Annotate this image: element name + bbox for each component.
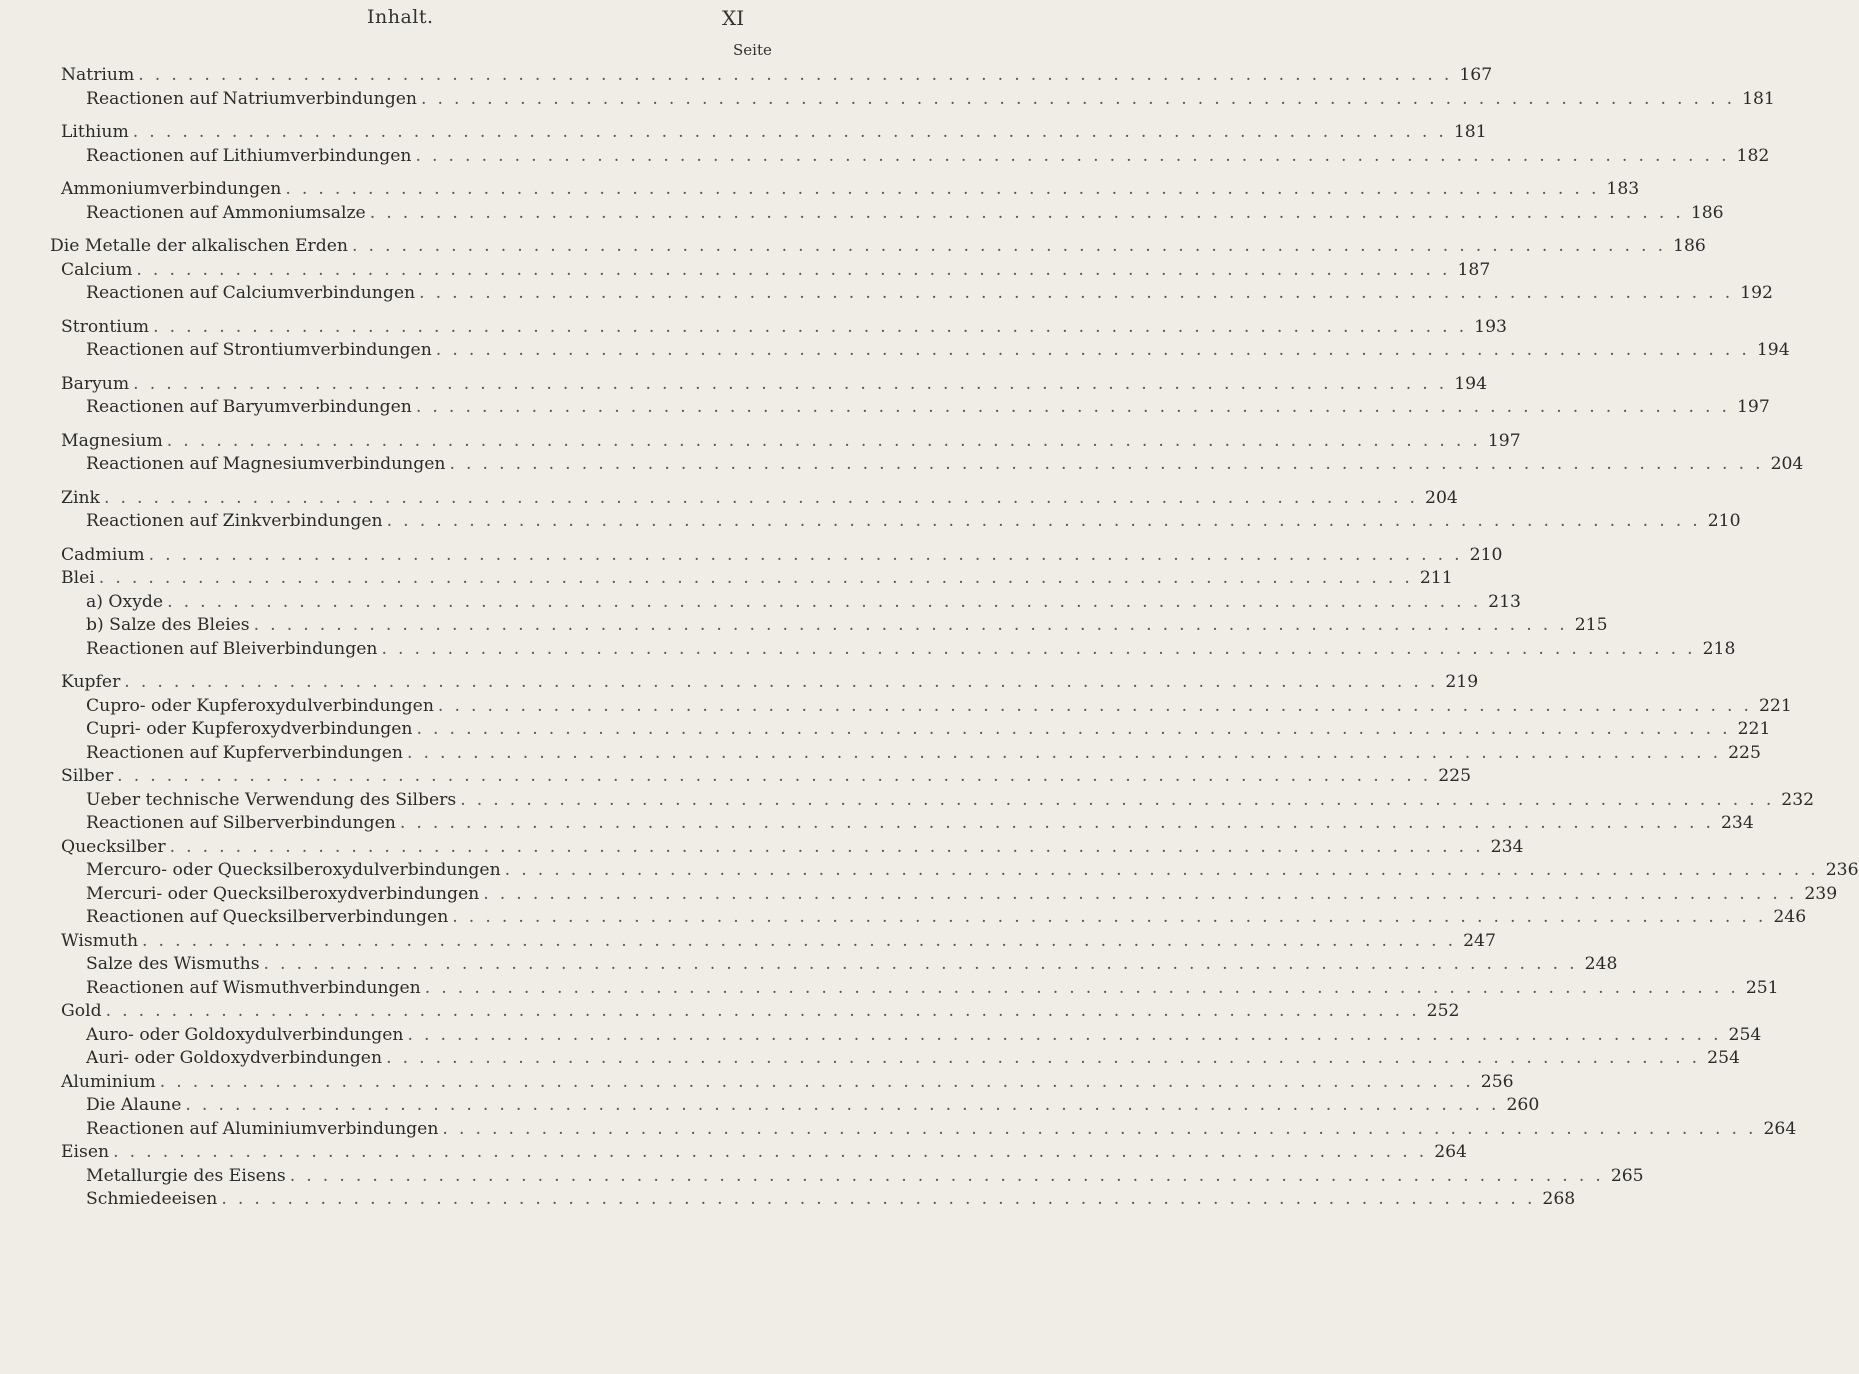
toc-entry-page: 251 — [1745, 977, 1779, 998]
toc-entry-label: Reactionen auf Calciumverbindungen — [86, 283, 416, 303]
toc-entry — [0, 930, 1496, 954]
dot-leader: . . . . . . . . . . . . . . . . . . . . . . . . . . . . . . . . . . . . . . . . . . . . . . . . . . . . . . . . . . . . . . . . . . . . . . . . . . . . . . . . — [253, 615, 1568, 635]
toc-entry-page: 221 — [1737, 719, 1771, 739]
dot-leader: . . . . . . . . . . . . . . . . . . . . . . . . . . . . . . . . . . . . . . . . . . . . . . . . . . . . . . . . . . . . . . . . . . . . . . . . . . . . . . . . — [435, 340, 1750, 360]
toc-entry-page: 265 — [1610, 1165, 1644, 1186]
toc-entry-page: 186 — [1673, 236, 1706, 256]
toc-entry-page: 192 — [1740, 283, 1773, 303]
dot-leader: . . . . . . . . . . . . . . . . . . . . . . . . . . . . . . . . . . . . . . . . . . . . . . . . . . . . . . . . . . . . . . . . . . . . . . . . . . . . . . . . — [424, 977, 1739, 998]
dot-leader: . . . . . . . . . . . . . . . . . . . . . . . . . . . . . . . . . . . . . . . . . . . . . . . . . . . . . . . . . . . . . . . . . . . . . . . . . . . . . . . . — [167, 591, 1481, 612]
toc-entry-page: 246 — [1773, 907, 1807, 927]
dot-leader: . . . . . . . . . . . . . . . . . . . . . . . . . . . . . . . . . . . . . . . . . . . . . . . . . . . . . . . . . . . . . . . . . . . . . . . . . . . . . . . . — [449, 454, 1764, 474]
toc-entry-label: a) Oxyde — [86, 591, 164, 612]
toc-entry-label: Baryum — [61, 373, 130, 394]
toc-entry — [0, 765, 1472, 789]
toc-entry — [0, 145, 1770, 169]
toc-entry-page: 197 — [1736, 397, 1770, 417]
toc-entry-page: 232 — [1781, 789, 1815, 810]
toc-entry-page: 264 — [1763, 1118, 1797, 1139]
toc-entry-page: 221 — [1759, 695, 1792, 716]
dot-leader: . . . . . . . . . . . . . . . . . . . . . . . . . . . . . . . . . . . . . . . . . . . . . . . . . . . . . . . . . . . . . . . . . . . . . . . . . . . . . . . . — [124, 672, 1439, 692]
toc-entry-page: 193 — [1474, 316, 1507, 337]
toc-entry-label: Natrium — [61, 65, 135, 85]
toc-entry-label: Reactionen auf Silberverbindungen — [86, 813, 396, 833]
toc-entry-page: 218 — [1702, 638, 1736, 659]
toc-entry — [0, 510, 1741, 534]
toc-entry — [0, 591, 1521, 615]
toc-entry — [0, 259, 1491, 283]
dot-leader: . . . . . . . . . . . . . . . . . . . . . . . . . . . . . . . . . . . . . . . . . . . . . . . . . . . . . . . . . . . . . . . . . . . . . . . . . . . . . . . . — [98, 568, 1413, 588]
toc-entry-page: 256 — [1480, 1071, 1514, 1092]
toc-entry-label: Ueber technische Verwendung des Silbers — [86, 789, 457, 810]
toc-entry-label: Die Metalle der alkalischen Erden — [50, 236, 348, 256]
toc-entry-page: 204 — [1770, 454, 1804, 474]
dot-leader: . . . . . . . . . . . . . . . . . . . . . . . . . . . . . . . . . . . . . . . . . . . . . . . . . . . . . . . . . . . . . . . . . . . . . . . . . . . . . . . . — [153, 316, 1467, 337]
toc-entry-label: Auri- oder Goldoxydverbindungen — [86, 1048, 383, 1068]
dot-leader: . . . . . . . . . . . . . . . . . . . . . . . . . . . . . . . . . . . . . . . . . . . . . . . . . . . . . . . . . . . . . . . . . . . . . . . . . . . . . . . . — [263, 954, 1578, 974]
dot-leader: . . . . . . . . . . . . . . . . . . . . . . . . . . . . . . . . . . . . . . . . . . . . . . . . . . . . . . . . . . . . . . . . . . . . . . . . . . . . . . . . — [419, 283, 1733, 303]
dot-leader: . . . . . . . . . . . . . . . . . . . . . . . . . . . . . . . . . . . . . . . . . . . . . . . . . . . . . . . . . . . . . . . . . . . . . . . . . . . . . . . . — [136, 259, 1451, 280]
toc-entry-label: Reactionen auf Strontiumverbindungen — [86, 340, 432, 360]
toc-entry — [0, 202, 1724, 226]
toc-entry-label: Reactionen auf Zinkverbindungen — [86, 511, 383, 531]
dot-leader: . . . . . . . . . . . . . . . . . . . . . . . . . . . . . . . . . . . . . . . . . . . . . . . . . . . . . . . . . . . . . . . . . . . . . . . . . . . . . . . . — [159, 1071, 1474, 1092]
dot-leader: . . . . . . . . . . . . . . . . . . . . . . . . . . . . . . . . . . . . . . . . . . . . . . . . . . . . . . . . . . . . . . . . . . . . . . . . . . . . . . . . — [148, 544, 1463, 565]
dot-leader: . . . . . . . . . . . . . . . . . . . . . . . . . . . . . . . . . . . . . . . . . . . . . . . . . . . . . . . . . . . . . . . . . . . . . . . . . . . . . . . . — [415, 145, 1730, 166]
toc-entry — [0, 1071, 1514, 1095]
toc-entry-page: 264 — [1434, 1142, 1467, 1162]
dot-leader: . . . . . . . . . . . . . . . . . . . . . . . . . . . . . . . . . . . . . . . . . . . . . . . . . . . . . . . . . . . . . . . . . . . . . . . . . . . . . . . . — [113, 1142, 1427, 1162]
dot-leader: . . . . . . . . . . . . . . . . . . . . . . . . . . . . . . . . . . . . . . . . . . . . . . . . . . . . . . . . . . . . . . . . . . . . . . . . . . . . . . . . — [138, 65, 1453, 85]
toc-entry — [0, 1141, 1467, 1165]
dot-leader: . . . . . . . . . . . . . . . . . . . . . . . . . . . . . . . . . . . . . . . . . . . . . . . . . . . . . . . . . . . . . . . . . . . . . . . . . . . . . . . . — [420, 88, 1735, 109]
toc-entry — [0, 121, 1487, 145]
toc-entry-page: 247 — [1463, 930, 1496, 951]
toc-entry-page: 183 — [1606, 179, 1640, 199]
dot-leader: . . . . . . . . . . . . . . . . . . . . . . . . . . . . . . . . . . . . . . . . . . . . . . . . . . . . . . . . . . . . . . . . . . . . . . . . . . . . . . . . — [416, 719, 1731, 739]
toc-entry — [0, 316, 1507, 340]
toc-entry-label: Reactionen auf Magnesiumverbindungen — [86, 454, 446, 474]
dot-leader: . . . . . . . . . . . . . . . . . . . . . . . . . . . . . . . . . . . . . . . . . . . . . . . . . . . . . . . . . . . . . . . . . . . . . . . . . . . . . . . . — [460, 789, 1775, 810]
toc-entry-page: 213 — [1488, 591, 1521, 612]
toc-entry-page: 248 — [1584, 954, 1618, 974]
dot-leader: . . . . . . . . . . . . . . . . . . . . . . . . . . . . . . . . . . . . . . . . . . . . . . . . . . . . . . . . . . . . . . . . . . . . . . . . . . . . . . . . — [483, 883, 1798, 904]
toc-entry — [0, 373, 1488, 397]
toc-entry-label: Reactionen auf Baryumverbindungen — [86, 397, 412, 417]
running-head: Inhalt. — [367, 6, 434, 28]
toc-entry-page: 204 — [1425, 487, 1458, 508]
toc-entry — [0, 718, 1771, 742]
toc-entry-label: Reactionen auf Quecksilberverbindungen — [86, 907, 449, 927]
toc-entry-label: Metallurgie des Eisens — [86, 1165, 286, 1186]
toc-entry — [0, 614, 1608, 638]
toc-entry — [0, 695, 1792, 719]
toc-entry-label: Silber — [61, 766, 114, 786]
toc-entry — [0, 836, 1524, 860]
dot-leader: . . . . . . . . . . . . . . . . . . . . . . . . . . . . . . . . . . . . . . . . . . . . . . . . . . . . . . . . . . . . . . . . . . . . . . . . . . . . . . . . — [221, 1189, 1536, 1209]
toc-entry-page: 268 — [1542, 1189, 1576, 1209]
dot-leader: . . . . . . . . . . . . . . . . . . . . . . . . . . . . . . . . . . . . . . . . . . . . . . . . . . . . . . . . . . . . . . . . . . . . . . . . . . . . . . . . — [117, 766, 1432, 786]
page-column-label: Seite — [733, 41, 772, 59]
dot-leader: . . . . . . . . . . . . . . . . . . . . . . . . . . . . . . . . . . . . . . . . . . . . . . . . . . . . . . . . . . . . . . . . . . . . . . . . . . . . . . . . — [132, 122, 1447, 142]
toc-entry-label: Cupro- oder Kupferoxydulverbindungen — [86, 695, 434, 716]
toc-entry — [0, 977, 1779, 1001]
toc-entry-label: Reactionen auf Wismuthverbindungen — [86, 977, 421, 998]
toc-entry-label: Cadmium — [61, 544, 145, 565]
toc-entry-page: 225 — [1438, 766, 1472, 786]
toc-entry-page: 167 — [1459, 65, 1493, 85]
dot-leader: . . . . . . . . . . . . . . . . . . . . . . . . . . . . . . . . . . . . . . . . . . . . . . . . . . . . . . . . . . . . . . . . . . . . . . . . . . . . . . . . — [169, 836, 1484, 857]
dot-leader: . . . . . . . . . . . . . . . . . . . . . . . . . . . . . . . . . . . . . . . . . . . . . . . . . . . . . . . . . . . . . . . . . . . . . . . . . . . . . . . . — [407, 742, 1721, 763]
toc-entry — [0, 339, 1790, 363]
toc-entry-page: 197 — [1487, 430, 1521, 451]
toc-entry-label: Blei — [61, 568, 95, 588]
toc-entry-label: Calcium — [61, 259, 133, 280]
page-number: XI — [722, 6, 745, 30]
toc-entry-label: Mercuri- oder Quecksilberoxydverbindungen — [86, 883, 480, 904]
toc-entry-label: Eisen — [61, 1142, 110, 1162]
toc-entry-page: 219 — [1445, 672, 1479, 692]
toc-entry — [0, 1118, 1797, 1142]
toc-entry-page: 181 — [1742, 88, 1775, 109]
dot-leader: . . . . . . . . . . . . . . . . . . . . . . . . . . . . . . . . . . . . . . . . . . . . . . . . . . . . . . . . . . . . . . . . . . . . . . . . . . . . . . . . — [452, 907, 1767, 927]
toc-entry-label: Lithium — [61, 122, 129, 142]
toc-entry-label: Quecksilber — [61, 836, 166, 857]
toc-entry-page: 194 — [1756, 340, 1790, 360]
toc-entry — [0, 487, 1458, 511]
toc-entry — [0, 64, 1493, 88]
dot-leader: . . . . . . . . . . . . . . . . . . . . . . . . . . . . . . . . . . . . . . . . . . . . . . . . . . . . . . . . . . . . . . . . . . . . . . . . . . . . . . . . — [386, 511, 1701, 531]
toc-entry — [0, 859, 1859, 883]
toc-entry-label: Reactionen auf Lithiumverbindungen — [86, 145, 412, 166]
toc-entry-page: 187 — [1457, 259, 1491, 280]
dot-leader: . . . . . . . . . . . . . . . . . . . . . . . . . . . . . . . . . . . . . . . . . . . . . . . . . . . . . . . . . . . . . . . . . . . . . . . . . . . . . . . . — [103, 487, 1418, 508]
toc-entry-label: Ammoniumverbindungen — [61, 179, 282, 199]
toc-entry-page: 252 — [1426, 1001, 1460, 1021]
toc-entry — [0, 567, 1453, 591]
dot-leader: . . . . . . . . . . . . . . . . . . . . . . . . . . . . . . . . . . . . . . . . . . . . . . . . . . . . . . . . . . . . . . . . . . . . . . . . . . . . . . . . — [407, 1024, 1722, 1045]
toc-entry — [0, 1000, 1460, 1024]
toc-entry-page: 210 — [1707, 511, 1741, 531]
toc-entry-label: Cupri- oder Kupferoxydverbindungen — [86, 719, 413, 739]
toc-entry — [0, 906, 1807, 930]
toc-entry — [0, 178, 1640, 202]
dot-leader: . . . . . . . . . . . . . . . . . . . . . . . . . . . . . . . . . . . . . . . . . . . . . . . . . . . . . . . . . . . . . . . . . . . . . . . . . . . . . . . . — [185, 1095, 1500, 1115]
toc-entry — [0, 1047, 1740, 1071]
toc-entry-page: 211 — [1419, 568, 1453, 588]
toc-entry — [0, 88, 1775, 112]
toc-entry-label: Mercuro- oder Quecksilberoxydulverbindungen — [86, 860, 501, 880]
toc-entry-label: Aluminium — [61, 1071, 156, 1092]
toc-entry-page: 182 — [1736, 145, 1770, 166]
dot-leader: . . . . . . . . . . . . . . . . . . . . . . . . . . . . . . . . . . . . . . . . . . . . . . . . . . . . . . . . . . . . . . . . . . . . . . . . . . . . . . . . — [285, 179, 1600, 199]
toc-entry-label: Gold — [61, 1001, 102, 1021]
toc-entry-label: Reactionen auf Aluminiumverbindungen — [86, 1118, 439, 1139]
toc-entry-label: Auro- oder Goldoxydulverbindungen — [86, 1024, 404, 1045]
toc-entry — [0, 812, 1754, 836]
toc-entry-label: Zink — [61, 487, 100, 508]
toc-entry-page: 234 — [1490, 836, 1524, 857]
toc-entry-page: 210 — [1469, 544, 1503, 565]
toc-entry-label: Kupfer — [61, 672, 121, 692]
toc-entry-page: 225 — [1728, 742, 1761, 763]
toc-entry-label: Schmiedeeisen — [86, 1189, 218, 1209]
toc-entry — [0, 1094, 1540, 1118]
toc-entry — [0, 453, 1804, 477]
toc-entry — [0, 1024, 1762, 1048]
dot-leader: . . . . . . . . . . . . . . . . . . . . . . . . . . . . . . . . . . . . . . . . . . . . . . . . . . . . . . . . . . . . . . . . . . . . . . . . . . . . . . . . — [415, 397, 1730, 417]
dot-leader: . . . . . . . . . . . . . . . . . . . . . . . . . . . . . . . . . . . . . . . . . . . . . . . . . . . . . . . . . . . . . . . . . . . . . . . . . . . . . . . . — [133, 373, 1448, 394]
toc-entry — [0, 789, 1815, 813]
toc-entry — [0, 544, 1503, 568]
toc-entry-label: Reactionen auf Bleiverbindungen — [86, 638, 378, 659]
toc-entry-label: Wismuth — [61, 930, 139, 951]
toc-entry-page: 254 — [1707, 1048, 1740, 1068]
dot-leader: . . . . . . . . . . . . . . . . . . . . . . . . . . . . . . . . . . . . . . . . . . . . . . . . . . . . . . . . . . . . . . . . . . . . . . . . . . . . . . . . — [399, 813, 1714, 833]
toc-entry-label: Salze des Wismuths — [86, 954, 260, 974]
dot-leader: . . . . . . . . . . . . . . . . . . . . . . . . . . . . . . . . . . . . . . . . . . . . . . . . . . . . . . . . . . . . . . . . . . . . . . . . . . . . . . . . — [105, 1001, 1420, 1021]
toc-entry — [0, 282, 1773, 306]
toc-entry-page: 181 — [1453, 122, 1487, 142]
dot-leader: . . . . . . . . . . . . . . . . . . . . . . . . . . . . . . . . . . . . . . . . . . . . . . . . . . . . . . . . . . . . . . . . . . . . . . . . . . . . . . . . — [166, 430, 1481, 451]
dot-leader: . . . . . . . . . . . . . . . . . . . . . . . . . . . . . . . . . . . . . . . . . . . . . . . . . . . . . . . . . . . . . . . . . . . . . . . . . . . . . . . . — [386, 1048, 1700, 1068]
toc-entry — [0, 1165, 1644, 1189]
toc-entry — [0, 396, 1770, 420]
toc-entry-label: Magnesium — [61, 430, 163, 451]
dot-leader: . . . . . . . . . . . . . . . . . . . . . . . . . . . . . . . . . . . . . . . . . . . . . . . . . . . . . . . . . . . . . . . . . . . . . . . . . . . . . . . . — [381, 638, 1696, 659]
toc-entry-label: Reactionen auf Ammoniumsalze — [86, 202, 366, 223]
toc-entry — [0, 235, 1706, 259]
toc-entry — [0, 671, 1479, 695]
toc-entry — [0, 638, 1736, 662]
table-of-contents — [0, 64, 1859, 1212]
toc-entry-label: Strontium — [61, 316, 150, 337]
toc-entry-page: 194 — [1454, 373, 1488, 394]
toc-entry — [0, 430, 1521, 454]
dot-leader: . . . . . . . . . . . . . . . . . . . . . . . . . . . . . . . . . . . . . . . . . . . . . . . . . . . . . . . . . . . . . . . . . . . . . . . . . . . . . . . . — [369, 202, 1684, 223]
toc-entry-label: Die Alaune — [86, 1095, 182, 1115]
toc-entry-page: 215 — [1574, 615, 1608, 635]
toc-entry — [0, 953, 1618, 977]
toc-entry-page: 186 — [1690, 202, 1724, 223]
toc-entry-label: Reactionen auf Natriumverbindungen — [86, 88, 417, 109]
toc-entry-label: Reactionen auf Kupferverbindungen — [86, 742, 403, 763]
dot-leader: . . . . . . . . . . . . . . . . . . . . . . . . . . . . . . . . . . . . . . . . . . . . . . . . . . . . . . . . . . . . . . . . . . . . . . . . . . . . . . . . — [442, 1118, 1757, 1139]
toc-entry-page: 239 — [1804, 883, 1838, 904]
toc-entry-page: 254 — [1728, 1024, 1762, 1045]
toc-entry-page: 236 — [1825, 860, 1859, 880]
toc-entry-page: 234 — [1720, 813, 1754, 833]
toc-entry — [0, 742, 1761, 766]
toc-entry — [0, 1188, 1576, 1212]
toc-entry-page: 260 — [1506, 1095, 1540, 1115]
dot-leader: . . . . . . . . . . . . . . . . . . . . . . . . . . . . . . . . . . . . . . . . . . . . . . . . . . . . . . . . . . . . . . . . . . . . . . . . . . . . . . . . — [351, 236, 1666, 256]
dot-leader: . . . . . . . . . . . . . . . . . . . . . . . . . . . . . . . . . . . . . . . . . . . . . . . . . . . . . . . . . . . . . . . . . . . . . . . . . . . . . . . . — [504, 860, 1819, 880]
toc-entry — [0, 883, 1838, 907]
dot-leader: . . . . . . . . . . . . . . . . . . . . . . . . . . . . . . . . . . . . . . . . . . . . . . . . . . . . . . . . . . . . . . . . . . . . . . . . . . . . . . . . — [289, 1165, 1604, 1186]
dot-leader: . . . . . . . . . . . . . . . . . . . . . . . . . . . . . . . . . . . . . . . . . . . . . . . . . . . . . . . . . . . . . . . . . . . . . . . . . . . . . . . . — [437, 695, 1752, 716]
dot-leader: . . . . . . . . . . . . . . . . . . . . . . . . . . . . . . . . . . . . . . . . . . . . . . . . . . . . . . . . . . . . . . . . . . . . . . . . . . . . . . . . — [142, 930, 1456, 951]
toc-entry-label: b) Salze des Bleies — [86, 615, 250, 635]
